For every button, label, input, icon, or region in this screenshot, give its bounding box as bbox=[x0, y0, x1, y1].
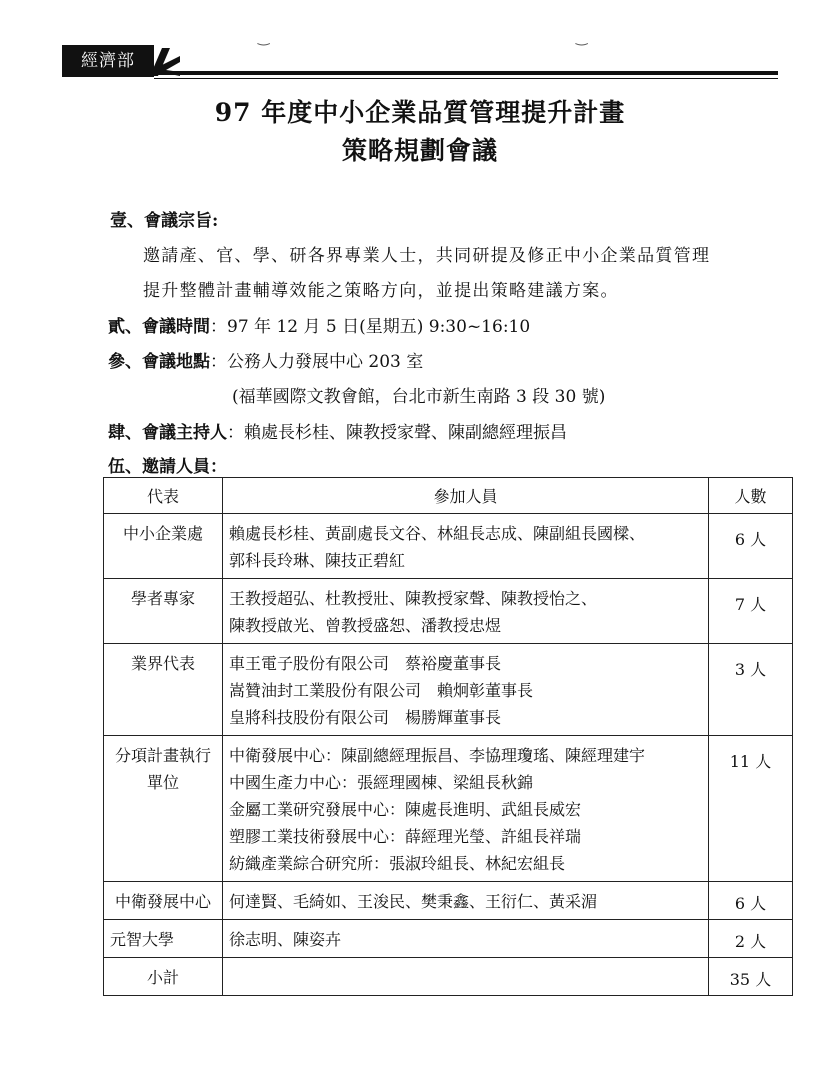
invitees-heading: 伍、邀請人員： bbox=[108, 457, 227, 477]
attendees-cell bbox=[223, 882, 709, 920]
table-row bbox=[104, 882, 793, 920]
invitee-table bbox=[103, 477, 793, 996]
attendee-line: 嵩贊油封工業股份有限公司 賴炯彰董事長 bbox=[229, 681, 534, 700]
table-row bbox=[104, 514, 793, 579]
attendees-cell bbox=[223, 644, 709, 736]
attendees-cell bbox=[223, 958, 709, 996]
attendee-line: 陳教授啟光、曾教授盛恕、潘教授忠煜 bbox=[229, 616, 502, 635]
header-attendees: 參加人員 bbox=[223, 478, 709, 514]
table-row bbox=[104, 736, 793, 882]
purpose-heading: 壹、會議宗旨: bbox=[110, 211, 219, 231]
header-rule-thin bbox=[154, 78, 778, 79]
rep-cell: 業界代表 bbox=[104, 644, 223, 736]
hosts-value: ：賴處長杉桂、陳教授家聲、陳副總經理振昌 bbox=[227, 423, 567, 443]
time-line bbox=[108, 312, 530, 337]
attendee-line: 中衛發展中心：陳副總經理振昌、李協理瓊瑤、陳經理建宇 bbox=[229, 746, 646, 765]
header-rep: 代表 bbox=[104, 478, 223, 514]
hosts-heading: 肆、會議主持人 bbox=[108, 423, 227, 443]
table-row bbox=[104, 920, 793, 958]
time-value: ：97 年 12 月 5 日(星期五) 9:30~16:10 bbox=[210, 317, 531, 337]
rep-cell: 分項計畫執行 單位 bbox=[104, 736, 223, 882]
rep-cell: 學者專家 bbox=[104, 579, 223, 644]
document-subtitle: 策略規劃會議 bbox=[341, 136, 498, 165]
attendee-line: 車王電子股份有限公司 蔡裕慶董事長 bbox=[229, 654, 502, 673]
location-line bbox=[108, 347, 423, 372]
attendee-line: 賴處長杉桂、黃副處長文谷、林組長志成、陳副組長國樑、 bbox=[229, 524, 646, 543]
attendee-line: 塑膠工業技術發展中心：薛經理光瑩、許組長祥瑞 bbox=[229, 827, 582, 846]
location-value: ：公務人力發展中心 203 室 bbox=[210, 352, 424, 372]
purpose-body-line1: 邀請產、官、學、研各界專業人士，共同研提及修正中小企業品質管理 bbox=[143, 246, 711, 266]
count-cell: 3 人 bbox=[708, 644, 792, 736]
table-row bbox=[104, 579, 793, 644]
count-cell: 7 人 bbox=[708, 579, 792, 644]
header-count: 人數 bbox=[708, 478, 792, 514]
location-heading: 參、會議地點 bbox=[108, 352, 210, 372]
hosts-line bbox=[108, 418, 567, 443]
count-cell: 6 人 bbox=[708, 514, 792, 579]
count-cell: 11 人 bbox=[708, 736, 792, 882]
attendee-line: 徐志明、陳姿卉 bbox=[229, 930, 342, 949]
rep-cell: 小計 bbox=[104, 958, 223, 996]
attendees-cell bbox=[223, 920, 709, 958]
time-heading: 貳、會議時間 bbox=[108, 317, 210, 337]
table-header-row bbox=[104, 478, 793, 514]
attendees-cell bbox=[223, 579, 709, 644]
header-rule-thick bbox=[154, 71, 778, 75]
count-cell: 6 人 bbox=[708, 882, 792, 920]
attendee-line: 皇將科技股份有限公司 楊勝輝董事長 bbox=[229, 708, 502, 727]
document-title: 97 年度中小企業品質管理提升計畫 bbox=[214, 98, 626, 127]
location-note: (福華國際文教會館，台北市新生南路 3 段 30 號) bbox=[232, 387, 606, 407]
table-row bbox=[104, 958, 793, 996]
attendee-line: 紡織產業綜合研究所：張淑玲組長、林紀宏組長 bbox=[229, 854, 566, 873]
scan-mark-right: ‿ bbox=[576, 30, 588, 46]
purpose-body-line2: 提升整體計畫輔導效能之策略方向，並提出策略建議方案。 bbox=[143, 281, 619, 301]
rep-cell: 中衛發展中心 bbox=[104, 882, 223, 920]
attendee-line: 何達賢、毛綺如、王浚民、樊秉鑫、王衍仁、黃采湄 bbox=[229, 892, 598, 911]
attendee-line: 中國生產力中心：張經理國棟、梁組長秋錦 bbox=[229, 773, 534, 792]
rep-cell: 中小企業處 bbox=[104, 514, 223, 579]
table-row bbox=[104, 644, 793, 736]
attendee-line: 郭科長玲琳、陳技正碧紅 bbox=[229, 551, 406, 570]
count-cell: 35 人 bbox=[708, 958, 792, 996]
attendee-line: 金屬工業研究發展中心：陳處長進明、武組長威宏 bbox=[229, 800, 582, 819]
count-cell: 2 人 bbox=[708, 920, 792, 958]
ministry-label: 經濟部 bbox=[62, 45, 154, 77]
rep-cell: 元智大學 bbox=[104, 920, 223, 958]
attendee-line: 王教授超弘、杜教授壯、陳教授家聲、陳教授怡之、 bbox=[229, 589, 598, 608]
attendees-cell bbox=[223, 736, 709, 882]
scan-mark-left: ‿ bbox=[258, 30, 270, 46]
attendees-cell bbox=[223, 514, 709, 579]
